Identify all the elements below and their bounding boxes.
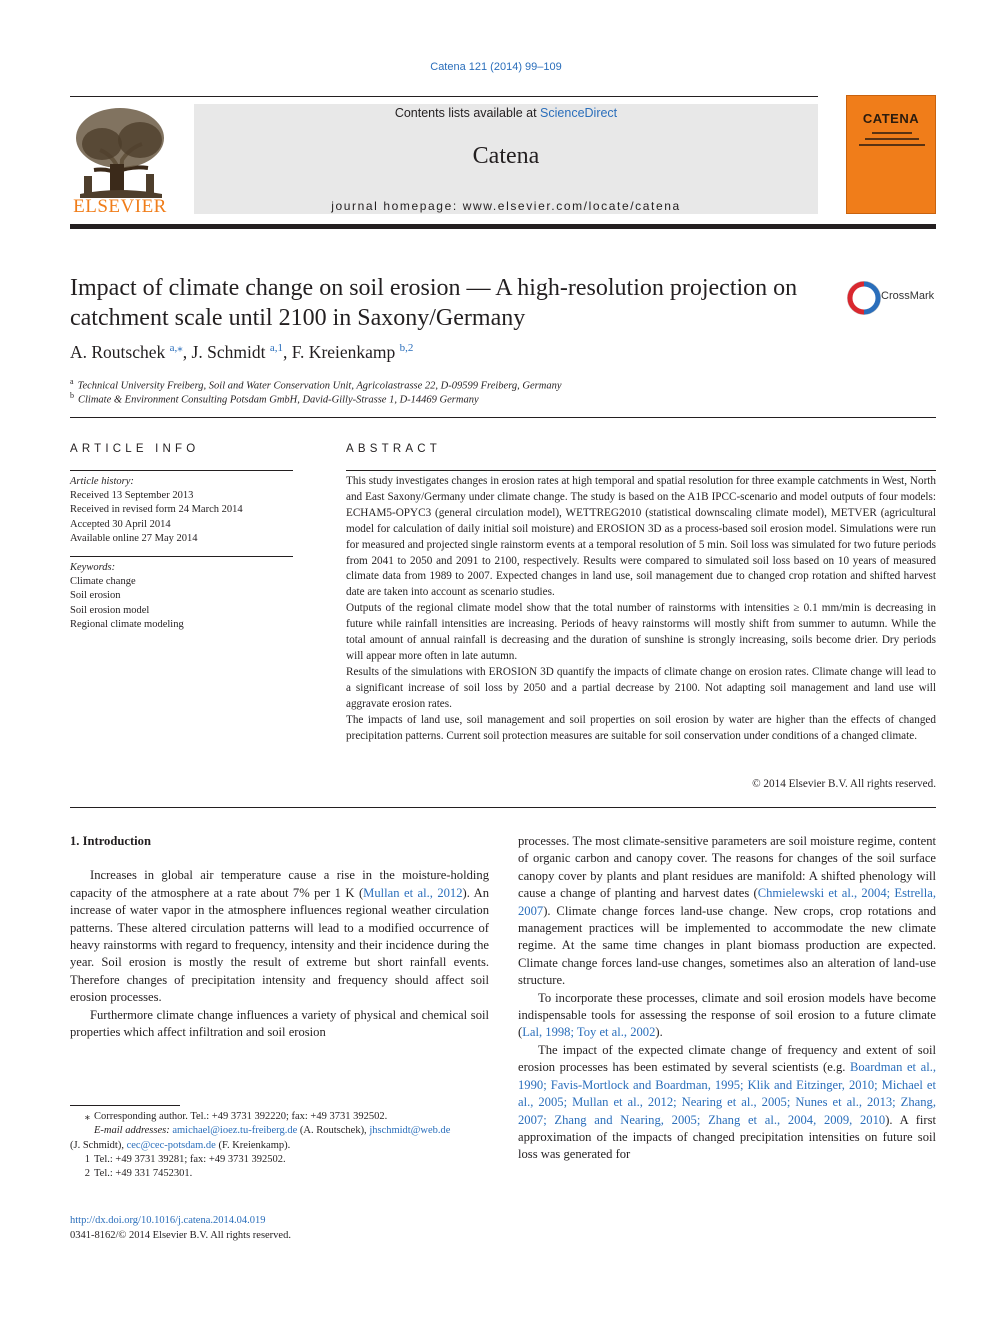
footnote-1 [70, 1153, 510, 1167]
author-affiliation-marker[interactable]: a,1 [269, 342, 283, 354]
keyword: Soil erosion [70, 590, 121, 602]
email-link[interactable]: jhschmidt@web.de [369, 1125, 451, 1137]
body-text: ). [655, 1025, 663, 1040]
doi-block [70, 1214, 291, 1243]
article-title: Impact of climate change on soil erosion — A high-resolution projection on catchment scale until 2100 in Saxony/Germany [70, 275, 798, 331]
body-text: Increases in global air temperature cause a rise in the moisture-holding capacity of the atmosphere at a rate about 7% per 1 K ( [70, 868, 489, 900]
cover-decoration [865, 138, 919, 140]
journal-cover-thumbnail[interactable] [846, 95, 936, 214]
doi-link[interactable]: http://dx.doi.org/10.1016/j.catena.2014.04.019 [70, 1215, 266, 1226]
article-info-rule [70, 556, 293, 557]
abstract-copyright: © 2014 Elsevier B.V. All rights reserved. [752, 778, 936, 790]
affiliation-text: Technical University Freiberg, Soil and Water Conservation Unit, Agricolastrasse 22, D-09599 Freiberg, Germany [77, 380, 562, 392]
abstract-paragraph: This study investigates changes in erosion rates at high temporal and spatial resolution for three example catchments in West, North and East Saxony/Germany under climate change. The study is based on the A1B IPCC-scenario and model outputs of four models: ECHAM5-OPYC3 (general circulation model), WETTREG2010 (statistical downscaling climate model), METVER (agricultural model for calculation of daily initial soil moisture) and EROSION 3D as a process-based soil erosion model. Simulations were run for measured and projected single rainstorm events at a temporal resolution of 5 min. Soil loss was simulated for two future periods from 2041 to 2050 and 2091 to 2100, respectively. Results were compared to simulated soil loss based on 10 years of measured climate data from 1989 to 2007. Expected changes in land use, soil management due to changed crop rotation and shifted harvest date are taken into account as scenario studies. [346, 475, 936, 599]
citation-link[interactable]: Chmielewski et al., 2004; Estrella, 2007 [518, 886, 936, 918]
cover-title: CATENA [862, 111, 920, 126]
citation-link[interactable]: Lal, 1998; Toy et al., 2002 [522, 1025, 656, 1040]
author-list: A. Routschek $^{a,⁎}$, J. Schmidt $^{a,1}$, F. Kreienkamp $^{b,2}$ [70, 341, 414, 362]
footnote-text: Tel.: +49 3731 39281; fax: +49 3731 392502. [94, 1153, 286, 1165]
journal-name: Catena [472, 143, 540, 169]
footnote-rule [70, 1105, 180, 1106]
author-name[interactable]: A. Routschek [70, 341, 166, 362]
section-heading: 1. Introduction [70, 834, 151, 848]
body-text: To incorporate these processes, climate and soil erosion models have become indispensable tools for assessing the response of soil erosion to a future climate ( [518, 990, 936, 1040]
body-paragraph [518, 1042, 936, 1164]
body-text: The impact of the expected climate change of frequency and extent of soil erosion processes has been estimated by several scientists (e.g. [518, 1042, 936, 1075]
abstract-paragraph: Results of the simulations with EROSION 3D quantify the impacts of climate change on erosion rates. Climate change will lead to a significant increase of soil loss by 2050 and a partial decrease by 2100. Not adapting soil management and land use will aggravate erosion rates. [346, 665, 936, 710]
footnote-2 [70, 1167, 510, 1181]
citation-link[interactable]: Mullan et al., 2012 [363, 885, 463, 900]
body-paragraph [70, 867, 489, 1006]
author-affiliation-marker[interactable]: b,2 [399, 342, 414, 354]
abstract-text [346, 474, 936, 744]
keyword: Regional climate modeling [70, 618, 184, 630]
section-rule [70, 417, 936, 418]
article-history [70, 475, 300, 546]
header-rule [70, 96, 818, 97]
footnote-emails-cont [70, 1139, 510, 1153]
header-thick-rule [70, 224, 936, 229]
abstract-paragraph: Outputs of the regional climate model show that the total number of rainstorms with intensities ≥ 0.1 mm/min is decreasing in future while rainfall intensities are increasing. Periods of heavy rainstorms will mostly shift from summer to autumn. While the total amount of annual rainfall is decreasing and the duration of sunshine is strongly increasing, soils become drier. Dry periods will appear more often in late autumn. [346, 602, 936, 662]
email-link[interactable]: cec@cec-potsdam.de [126, 1139, 216, 1151]
contents-prefix: Contents lists available at [394, 106, 541, 120]
email-link[interactable]: amichael@ioez.tu-freiberg.de [172, 1125, 298, 1137]
contents-availability [194, 106, 818, 120]
history-label: Article history: [70, 476, 134, 487]
footnote-mark: 2 [84, 1168, 90, 1180]
affiliation [70, 391, 479, 406]
body-paragraph [518, 833, 936, 990]
journal-citation[interactable]: Catena 121 (2014) 99–109 [430, 61, 562, 73]
keyword: Soil erosion model [70, 604, 150, 616]
body-text: ). Climate change forces land-use change. New crops, crop rotations and management practices will be implemented to accommodate the new climate regime. At the same time changes in plant biomass production are expected. Climate change forces land-use changes, sometimes also an alteration of land-use structure. [518, 903, 936, 988]
footnote-corresponding [70, 1110, 510, 1124]
body-paragraph: Furthermore climate change influences a variety of physical and chemical soil properties which affect infiltration and soil erosion [70, 1007, 489, 1040]
article-info-rule [70, 470, 293, 471]
issn-line: 0341-8162/© 2014 Elsevier B.V. All rights reserved. [70, 1229, 291, 1241]
abstract-heading: ABSTRACT [346, 443, 441, 455]
abstract-paragraph: The impacts of land use, soil management and soil properties on soil erosion by water are higher than the effects of changed precipitation patterns. Current soil protection measures are suitable for soil conservation under conditions of a changed climate. [346, 713, 936, 742]
crossmark-label[interactable]: CrossMark [881, 290, 935, 302]
author-name[interactable]: J. Schmidt [191, 341, 266, 362]
author-affiliation-marker[interactable]: a,⁎ [169, 342, 183, 354]
abstract-rule [346, 470, 936, 471]
footnote-mark: 1 [84, 1153, 90, 1165]
email-owner: (J. Schmidt), [70, 1139, 127, 1151]
history-item: Received 13 September 2013 [70, 490, 194, 502]
keywords [70, 561, 300, 632]
keyword: Climate change [70, 576, 136, 588]
body-text: ). A first approximation of the impacts of changed precipitation intensities on future soil loss was generated for [518, 1112, 936, 1162]
body-column-right [518, 833, 936, 1164]
affiliation [70, 377, 562, 392]
article-info-heading: ARTICLE INFO [70, 443, 200, 455]
body-text: processes. The most climate-sensitive parameters are soil moisture regime, content of organic carbon and canopy cover. The reasons for changes of the soil surface canopy cover by plants and plant residues are manifold: A shifted phenology will cause a change of planting and harvest dates ( [518, 834, 936, 901]
body-paragraph [518, 990, 936, 1042]
affiliation-text: Climate & Environment Consulting Potsdam GmbH, David-Gilly-Strasse 1, D-14469 Germany [78, 394, 479, 406]
history-item: Accepted 30 April 2014 [70, 518, 171, 530]
footnote-mark: ⁎ [84, 1111, 90, 1122]
cover-decoration [859, 144, 925, 146]
citation-link[interactable]: Boardman et al., 1990; Favis-Mortlock and Boardman, 1995; Klik and Eitzinger, 2010; Michael et al., 2005; Mullan et al., 2012; Nearing et al., 2005; Nunes et al., 2013; Zhang, 2007; Zhang and Nearing, 2005; Zhang et al., 2004, 2009, 2010 [518, 1060, 936, 1127]
crossmark-icon[interactable] [846, 280, 882, 316]
journal-homepage[interactable]: journal homepage: www.elsevier.com/locate/catena [331, 199, 681, 213]
elsevier-wordmark: ELSEVIER [73, 196, 167, 217]
keywords-label: Keywords: [70, 562, 116, 573]
affiliation-mark: b [70, 391, 74, 400]
author-name[interactable]: F. Kreienkamp [291, 341, 396, 362]
footnote-text: Corresponding author. Tel.: +49 3731 392220; fax: +49 3731 392502. [94, 1111, 388, 1122]
body-column-left [70, 833, 489, 1041]
sciencedirect-link[interactable]: ScienceDirect [540, 106, 618, 120]
cover-decoration [872, 132, 912, 134]
body-text: ). An increase of water vapor in the atmosphere influences regional weather circulation patterns. These altered circulation patterns will lead to a modified occurrence of heavy rainstorms with regard to frequency, intensity and their incidence during the year. Soil erosion is mostly the result of extreme but short rainfall events. Therefore changes of precipitation intensity and frequency should affect soil erosion processes. [70, 885, 490, 1005]
email-label: E-mail addresses: [94, 1125, 170, 1137]
email-owner: (F. Kreienkamp). [215, 1139, 291, 1151]
history-item: Available online 27 May 2014 [70, 532, 198, 544]
email-owner: (A. Routschek), [297, 1125, 370, 1137]
section-rule [70, 807, 936, 808]
affiliation-mark: a [70, 377, 74, 386]
footnote-text: Tel.: +49 331 7452301. [94, 1168, 193, 1180]
history-item: Received in revised form 24 March 2014 [70, 504, 243, 516]
footnote-emails [70, 1124, 510, 1138]
footnotes [70, 1110, 510, 1181]
